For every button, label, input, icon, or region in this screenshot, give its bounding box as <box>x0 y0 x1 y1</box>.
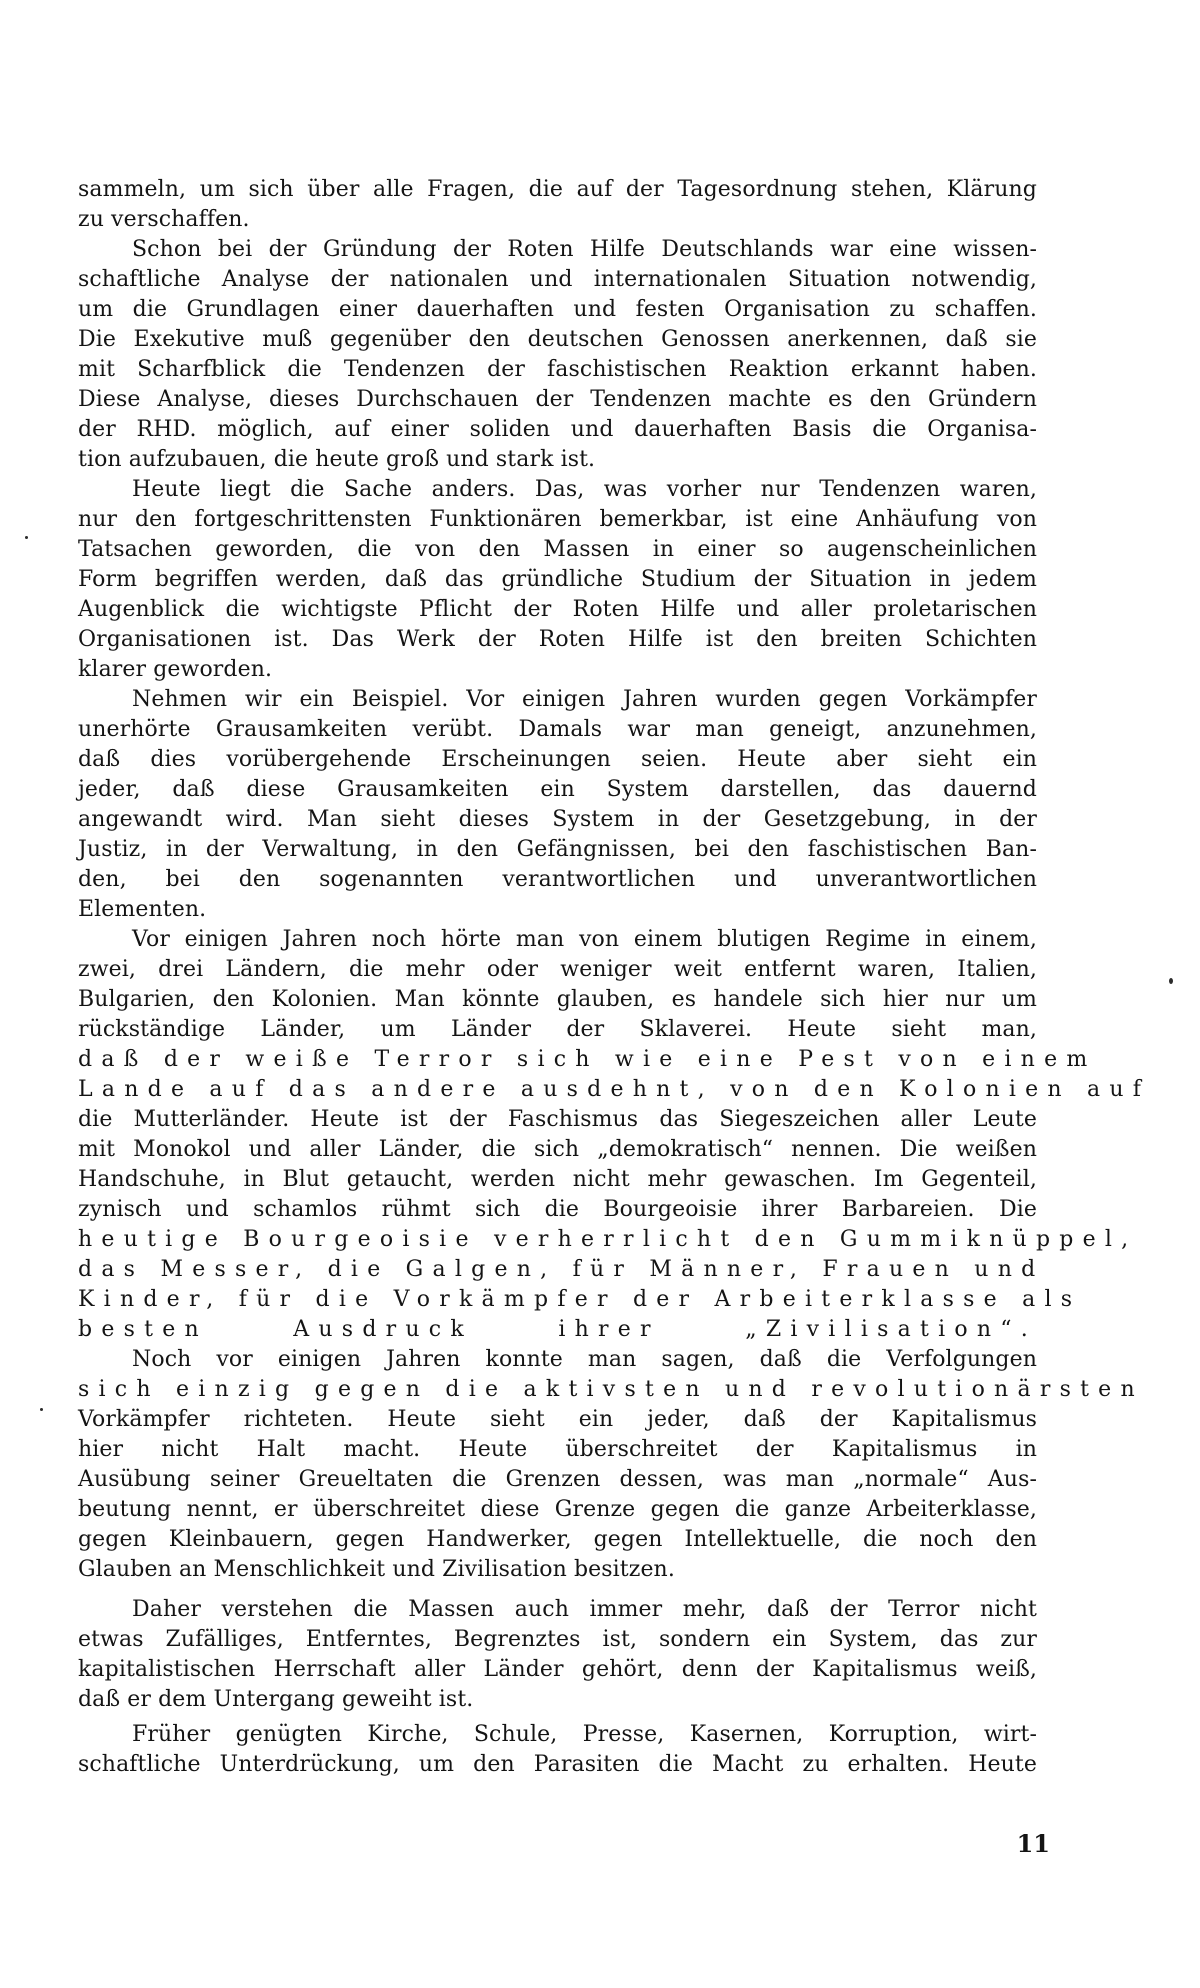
text-line: daß dies vorübergehende Erscheinungen seien. Heute aber sieht ein <box>78 747 1037 772</box>
text-line: den, bei den sogenannten verantwortlichen und unverantwortlichen <box>78 867 1037 892</box>
text-line: Augenblick die wichtigste Pflicht der Roten Hilfe und aller proletarischen <box>78 597 1037 622</box>
text-line: rückständige Länder, um Länder der Sklaverei. Heute sieht man, <box>78 1017 1037 1042</box>
text-line: Noch vor einigen Jahren konnte man sagen, daß die Verfolgungen <box>132 1347 1037 1372</box>
text-line: die Mutterländer. Heute ist der Faschismus das Siegeszeichen aller Leute <box>78 1107 1037 1132</box>
text-line: tion aufzubauen, die heute groß und stark ist. <box>78 447 596 472</box>
text-line: daß er dem Untergang geweiht ist. <box>78 1687 474 1712</box>
text-line: Justiz, in der Verwaltung, in den Gefängnissen, bei den faschistischen Ban- <box>78 837 1037 862</box>
text-line: jeder, daß diese Grausamkeiten ein System darstellen, das dauernd <box>78 777 1037 802</box>
text-line: Daher verstehen die Massen auch immer mehr, daß der Terror nicht <box>132 1597 1037 1622</box>
scan-speck <box>25 536 28 539</box>
text-line: Ausübung seiner Greueltaten die Grenzen dessen, was man „normale“ Aus- <box>78 1467 1037 1492</box>
text-line: Bulgarien, den Kolonien. Man könnte glauben, es handele sich hier nur um <box>78 987 1037 1012</box>
text-line: angewandt wird. Man sieht dieses System in der Gesetzgebung, in der <box>78 807 1037 832</box>
text-line: um die Grundlagen einer dauerhaften und festen Organisation zu schaffen. <box>78 297 1037 322</box>
text-line: Diese Analyse, dieses Durchschauen der Tendenzen machte es den Gründern <box>78 387 1037 412</box>
text-line: mit Scharfblick die Tendenzen der faschistischen Reaktion erkannt haben. <box>78 357 1037 382</box>
text-line: besten Ausdruck ihrer „Zivilisation“. <box>78 1317 1037 1342</box>
text-line: Handschuhe, in Blut getaucht, werden nicht mehr gewaschen. Im Gegenteil, <box>78 1167 1037 1192</box>
text-line: etwas Zufälliges, Entferntes, Begrenztes ist, sondern ein System, das zur <box>78 1627 1037 1652</box>
text-line: kapitalistischen Herrschaft aller Länder gehört, denn der Kapitalismus weiß, <box>78 1657 1037 1682</box>
text-line: daß der weiße Terror sich wie eine Pest von einem <box>78 1047 1097 1072</box>
text-line: Früher genügten Kirche, Schule, Presse, Kasernen, Korruption, wirt- <box>132 1722 1037 1747</box>
text-line: mit Monokol und aller Länder, die sich „demokratisch“ nennen. Die weißen <box>78 1137 1037 1162</box>
text-line: beutung nennt, er überschreitet diese Grenze gegen die ganze Arbeiterklasse, <box>78 1497 1037 1522</box>
text-line: Kinder, für die Vorkämpfer der Arbeiterklasse als <box>78 1287 1082 1312</box>
text-line: zu verschaffen. <box>78 207 250 232</box>
text-line: Elementen. <box>78 897 207 922</box>
scan-speck <box>40 1408 43 1411</box>
text-line: Heute liegt die Sache anders. Das, was vorher nur Tendenzen waren, <box>132 477 1037 502</box>
text-line: schaftliche Unterdrückung, um den Parasiten die Macht zu erhalten. Heute <box>78 1752 1037 1777</box>
text-line: gegen Kleinbauern, gegen Handwerker, gegen Intellektuelle, die noch den <box>78 1527 1037 1552</box>
text-line: Lande auf das andere ausdehnt, von den Kolonien auf <box>78 1077 1151 1102</box>
text-line: zynisch und schamlos rühmt sich die Bourgeoisie ihrer Barbareien. Die <box>78 1197 1037 1222</box>
text-line: sich einzig gegen die aktivsten und revolutionärsten <box>78 1377 1144 1402</box>
text-line: nur den fortgeschrittensten Funktionären bemerkbar, ist eine Anhäufung von <box>78 507 1037 532</box>
text-line: sammeln, um sich über alle Fragen, die auf der Tagesordnung stehen, Klärung <box>78 177 1037 202</box>
text-line: Nehmen wir ein Beispiel. Vor einigen Jahren wurden gegen Vorkämpfer <box>132 687 1037 712</box>
text-line: Glauben an Menschlichkeit und Zivilisation besitzen. <box>78 1557 675 1582</box>
text-line: schaftliche Analyse der nationalen und internationalen Situation notwendig, <box>78 267 1037 292</box>
scan-speck <box>1169 978 1173 984</box>
text-line: Organisationen ist. Das Werk der Roten Hilfe ist den breiten Schichten <box>78 627 1037 652</box>
text-line: Die Exekutive muß gegenüber den deutschen Genossen anerkennen, daß sie <box>78 327 1037 352</box>
text-line: klarer geworden. <box>78 657 273 682</box>
text-line: heutige Bourgeoisie verherrlicht den Gummiknüppel, <box>78 1227 1138 1252</box>
text-line: hier nicht Halt macht. Heute überschreitet der Kapitalismus in <box>78 1437 1037 1462</box>
text-line: Vorkämpfer richteten. Heute sieht ein jeder, daß der Kapitalismus <box>78 1407 1037 1432</box>
text-line: Form begriffen werden, daß das gründliche Studium der Situation in jedem <box>78 567 1037 592</box>
text-line: unerhörte Grausamkeiten verübt. Damals war man geneigt, anzunehmen, <box>78 717 1037 742</box>
text-line: zwei, drei Ländern, die mehr oder weniger weit entfernt waren, Italien, <box>78 957 1037 982</box>
text-line: Tatsachen geworden, die von den Massen in einer so augenscheinlichen <box>78 537 1037 562</box>
text-line: Vor einigen Jahren noch hörte man von einem blutigen Regime in einem, <box>132 927 1037 952</box>
text-line: Schon bei der Gründung der Roten Hilfe Deutschlands war eine wissen- <box>132 237 1037 262</box>
page-number: 11 <box>1016 1829 1050 1858</box>
text-line: der RHD. möglich, auf einer soliden und dauerhaften Basis die Organisa- <box>78 417 1037 442</box>
text-line: das Messer, die Galgen, für Männer, Frauen und <box>78 1257 1045 1282</box>
